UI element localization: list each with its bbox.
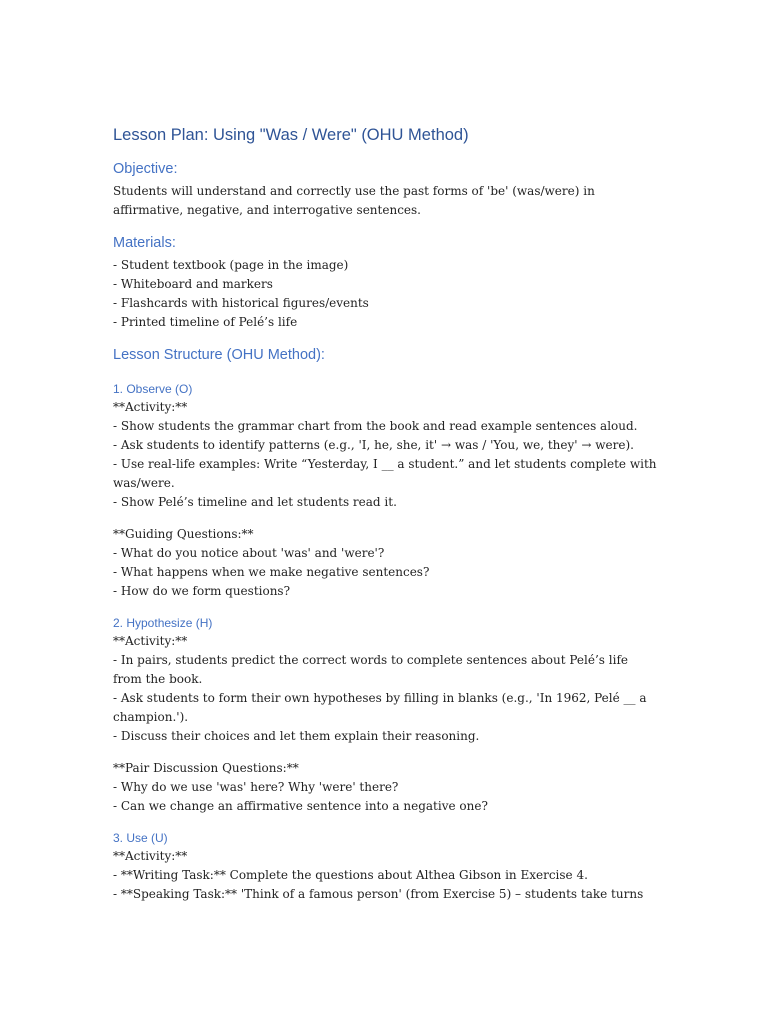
materials-item: - Printed timeline of Pelé’s life xyxy=(113,315,298,329)
activity-item: - Ask students to identify patterns (e.g., 'I, he, she, it' → was / 'You, we, they' → were). xyxy=(113,438,634,452)
lesson-structure-heading: Lesson Structure (OHU Method): xyxy=(113,347,325,363)
objective-heading: Objective: xyxy=(113,161,178,177)
objective-text: Students will understand and correctly use the past forms of 'be' (was/were) in affirmative, negative, and interrogative sentences. xyxy=(113,184,595,217)
activity-item: - **Speaking Task:** 'Think of a famous person' (from Exercise 5) – students take turns xyxy=(113,887,644,901)
activity-item: - Ask students to form their own hypotheses by filling in blanks (e.g., 'In 1962, Pelé __ a champion.'). xyxy=(113,691,647,724)
activity-item: - Use real-life examples: Write “Yesterday, I __ a student.” and let students complete with was/were. xyxy=(113,457,657,490)
activity-item: - In pairs, students predict the correct words to complete sentences about Pelé’s life from the book. xyxy=(113,653,628,686)
hypothesize-activity xyxy=(113,632,658,746)
activity-item: - **Writing Task:** Complete the questions about Althea Gibson in Exercise 4. xyxy=(113,868,588,882)
questions-label: **Pair Discussion Questions:** xyxy=(113,761,299,775)
hypothesize-heading: 2. Hypothesize (H) xyxy=(113,616,213,630)
question-item: - Can we change an affirmative sentence into a negative one? xyxy=(113,799,488,813)
observe-questions xyxy=(113,525,658,601)
observe-activity xyxy=(113,398,658,512)
question-item: - Why do we use 'was' here? Why 'were' there? xyxy=(113,780,399,794)
activity-label: **Activity:** xyxy=(113,400,188,414)
activity-item: - Show students the grammar chart from the book and read example sentences aloud. xyxy=(113,419,638,433)
questions-label: **Guiding Questions:** xyxy=(113,527,254,541)
materials-item: - Student textbook (page in the image) xyxy=(113,258,349,272)
materials-heading: Materials: xyxy=(113,235,176,251)
activity-item: - Discuss their choices and let them explain their reasoning. xyxy=(113,729,480,743)
use-heading: 3. Use (U) xyxy=(113,831,168,845)
question-item: - What happens when we make negative sentences? xyxy=(113,565,430,579)
document-title: Lesson Plan: Using "Was / Were" (OHU Method) xyxy=(113,126,469,144)
activity-label: **Activity:** xyxy=(113,849,188,863)
use-activity xyxy=(113,847,658,904)
document-page xyxy=(113,124,658,904)
activity-item: - Show Pelé’s timeline and let students read it. xyxy=(113,495,397,509)
question-item: - How do we form questions? xyxy=(113,584,291,598)
activity-label: **Activity:** xyxy=(113,634,188,648)
materials-item: - Flashcards with historical figures/events xyxy=(113,296,369,310)
hypothesize-questions xyxy=(113,759,658,816)
observe-heading: 1. Observe (O) xyxy=(113,382,193,396)
question-item: - What do you notice about 'was' and 'were'? xyxy=(113,546,385,560)
materials-list xyxy=(113,256,658,332)
materials-item: - Whiteboard and markers xyxy=(113,277,273,291)
